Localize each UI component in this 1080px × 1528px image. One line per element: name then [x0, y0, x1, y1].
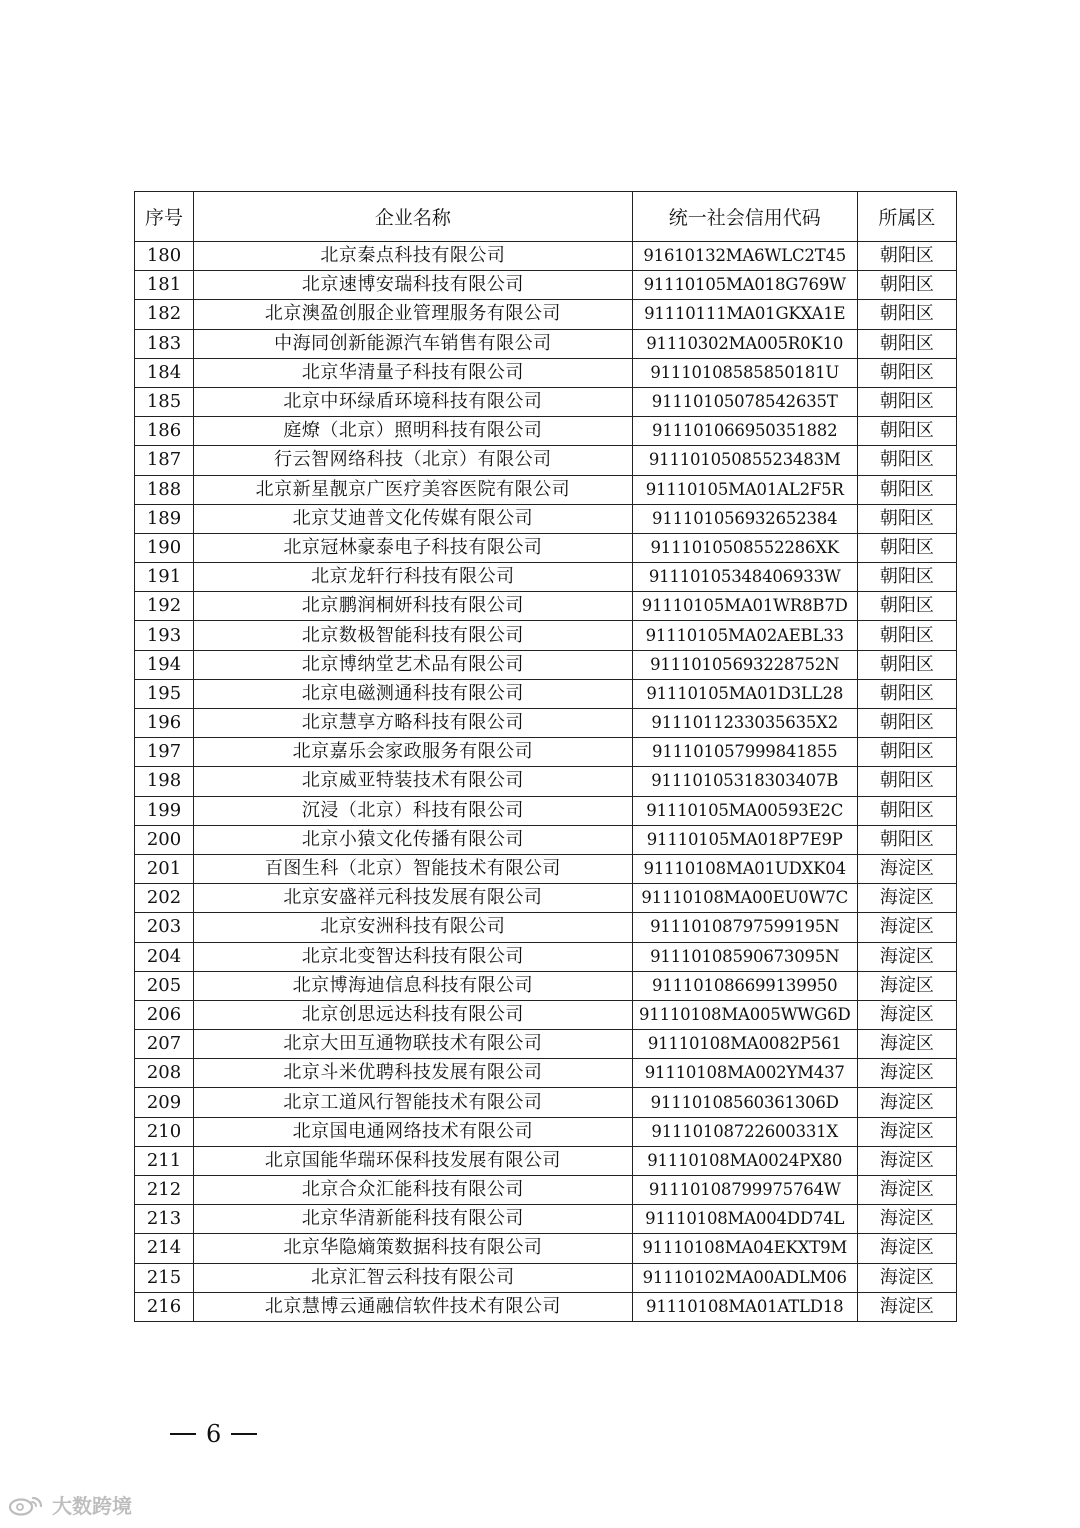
cell-credit-code: 91110105693228752N	[632, 650, 857, 679]
cell-no: 216	[135, 1292, 194, 1321]
cell-no: 206	[135, 1000, 194, 1029]
cell-credit-code: 91110102MA00ADLM06	[632, 1263, 857, 1292]
cell-credit-code: 91110108MA04EKXT9M	[632, 1234, 857, 1263]
cell-district: 朝阳区	[857, 358, 956, 387]
cell-company-name: 北京工道风行智能技术有限公司	[194, 1088, 633, 1117]
cell-no: 186	[135, 417, 194, 446]
cell-company-name: 北京博海迪信息科技有限公司	[194, 971, 633, 1000]
cell-no: 207	[135, 1030, 194, 1059]
cell-company-name: 北京慧享方略科技有限公司	[194, 709, 633, 738]
table-row	[135, 796, 957, 825]
cell-no: 202	[135, 884, 194, 913]
table-row	[135, 767, 957, 796]
cell-credit-code: 91110108MA005WWG6D	[632, 1000, 857, 1029]
cell-credit-code: 91110105085523483M	[632, 446, 857, 475]
cell-company-name: 百图生科（北京）智能技术有限公司	[194, 854, 633, 883]
cell-district: 海淀区	[857, 913, 956, 942]
cell-no: 184	[135, 358, 194, 387]
cell-credit-code: 91110108585850181U	[632, 358, 857, 387]
cell-credit-code: 91110105MA01AL2F5R	[632, 475, 857, 504]
cell-company-name: 北京中环绿盾环境科技有限公司	[194, 387, 633, 416]
page-number-text: 6	[206, 1420, 222, 1448]
page-number	[170, 1420, 257, 1448]
cell-credit-code: 91110108MA01ATLD18	[632, 1292, 857, 1321]
table-header-row	[135, 192, 957, 242]
cell-credit-code: 91110106695035188​2	[632, 417, 857, 446]
cell-district: 海淀区	[857, 1292, 956, 1321]
watermark-text: 大数跨境	[52, 1494, 132, 1518]
cell-district: 朝阳区	[857, 300, 956, 329]
cell-company-name: 庭燎（北京）照明科技有限公司	[194, 417, 633, 446]
cell-credit-code: 911101050855228​6XK	[632, 533, 857, 562]
cell-company-name: 北京冠林豪泰电子科技有限公司	[194, 533, 633, 562]
table-row	[135, 271, 957, 300]
cell-credit-code: 91110108MA002YM437	[632, 1059, 857, 1088]
table-row	[135, 1117, 957, 1146]
table-row	[135, 475, 957, 504]
cell-credit-code: 91110105348406933W	[632, 563, 857, 592]
table-row	[135, 242, 957, 271]
cell-company-name: 北京汇智云科技有限公司	[194, 1263, 633, 1292]
table-row	[135, 1176, 957, 1205]
cell-no: 194	[135, 650, 194, 679]
table-row	[135, 942, 957, 971]
cell-company-name: 北京合众汇能科技有限公司	[194, 1176, 633, 1205]
cell-district: 海淀区	[857, 1117, 956, 1146]
cell-district: 海淀区	[857, 1059, 956, 1088]
cell-credit-code: 91110105318303407B	[632, 767, 857, 796]
table-row	[135, 1146, 957, 1175]
cell-company-name: 北京澳盈创服企业管理服务有限公司	[194, 300, 633, 329]
cell-district: 海淀区	[857, 1088, 956, 1117]
cell-district: 朝阳区	[857, 242, 956, 271]
table-row	[135, 300, 957, 329]
cell-company-name: 北京华清量子科技有限公司	[194, 358, 633, 387]
cell-credit-code: 91110108799975764W	[632, 1176, 857, 1205]
cell-district: 朝阳区	[857, 475, 956, 504]
table-row	[135, 387, 957, 416]
cell-credit-code: 91110108MA00EU0W7C	[632, 884, 857, 913]
cell-no: 195	[135, 679, 194, 708]
cell-company-name: 北京国电通网络技术有限公司	[194, 1117, 633, 1146]
table-row	[135, 1059, 957, 1088]
cell-no: 196	[135, 709, 194, 738]
cell-district: 海淀区	[857, 1234, 956, 1263]
table-body	[135, 242, 957, 1322]
cell-no: 211	[135, 1146, 194, 1175]
cell-company-name: 北京小猿文化传播有限公司	[194, 825, 633, 854]
cell-district: 海淀区	[857, 884, 956, 913]
cell-credit-code: 91110108MA01UDXK04	[632, 854, 857, 883]
cell-credit-code: 91110108MA0082P561	[632, 1030, 857, 1059]
cell-company-name: 行云智网络科技（北京）有限公司	[194, 446, 633, 475]
cell-company-name: 北京华清新能科技有限公司	[194, 1205, 633, 1234]
table-row	[135, 592, 957, 621]
table-row	[135, 1205, 957, 1234]
dash-left	[170, 1433, 196, 1435]
table-row	[135, 1263, 957, 1292]
cell-district: 朝阳区	[857, 387, 956, 416]
cell-credit-code: 91110108590673095N	[632, 942, 857, 971]
table-row	[135, 709, 957, 738]
cell-district: 朝阳区	[857, 621, 956, 650]
table-row	[135, 1292, 957, 1321]
cell-no: 205	[135, 971, 194, 1000]
cell-district: 朝阳区	[857, 825, 956, 854]
cell-company-name: 北京安盛祥元科技发展有限公司	[194, 884, 633, 913]
cell-district: 朝阳区	[857, 709, 956, 738]
cell-district: 朝阳区	[857, 533, 956, 562]
table-row	[135, 1088, 957, 1117]
cell-district: 朝阳区	[857, 679, 956, 708]
cell-company-name: 北京速博安瑞科技有限公司	[194, 271, 633, 300]
cell-company-name: 北京艾迪普文化传媒有限公司	[194, 504, 633, 533]
cell-district: 海淀区	[857, 1176, 956, 1205]
cell-credit-code: 91110105MA00593E2C	[632, 796, 857, 825]
cell-no: 197	[135, 738, 194, 767]
table-row	[135, 329, 957, 358]
cell-no: 183	[135, 329, 194, 358]
cell-no: 189	[135, 504, 194, 533]
cell-district: 朝阳区	[857, 271, 956, 300]
cell-company-name: 北京创思远达科技有限公司	[194, 1000, 633, 1029]
cell-company-name: 北京新星靓京广医疗美容医院有限公司	[194, 475, 633, 504]
dash-right	[231, 1433, 257, 1435]
cell-no: 215	[135, 1263, 194, 1292]
cell-credit-code: 91110108MA0024PX80	[632, 1146, 857, 1175]
cell-no: 212	[135, 1176, 194, 1205]
cell-credit-code: 91110111MA01GKXA1E	[632, 300, 857, 329]
cell-no: 181	[135, 271, 194, 300]
cell-no: 185	[135, 387, 194, 416]
cell-no: 203	[135, 913, 194, 942]
cell-district: 海淀区	[857, 854, 956, 883]
cell-no: 200	[135, 825, 194, 854]
cell-district: 海淀区	[857, 1263, 956, 1292]
cell-company-name: 北京数极智能科技有限公司	[194, 621, 633, 650]
table-row	[135, 446, 957, 475]
table-row	[135, 854, 957, 883]
cell-credit-code: 91110105MA01D3LL28	[632, 679, 857, 708]
cell-district: 朝阳区	[857, 592, 956, 621]
cell-district: 朝阳区	[857, 417, 956, 446]
table-row	[135, 1000, 957, 1029]
cell-no: 213	[135, 1205, 194, 1234]
cell-credit-code: 911101056932652384	[632, 504, 857, 533]
cell-company-name: 北京鹏润桐妍科技有限公司	[194, 592, 633, 621]
cell-credit-code: 91110108797599195N	[632, 913, 857, 942]
cell-no: 193	[135, 621, 194, 650]
cell-district: 海淀区	[857, 1146, 956, 1175]
cell-no: 198	[135, 767, 194, 796]
cell-no: 208	[135, 1059, 194, 1088]
cell-district: 海淀区	[857, 1030, 956, 1059]
table-row	[135, 504, 957, 533]
cell-credit-code: 91110108722600331X	[632, 1117, 857, 1146]
cell-no: 192	[135, 592, 194, 621]
cell-credit-code: 91610132MA6WLC2T45	[632, 242, 857, 271]
cell-district: 海淀区	[857, 971, 956, 1000]
cell-company-name: 北京博纳堂艺术品有限公司	[194, 650, 633, 679]
table-row	[135, 913, 957, 942]
table-row	[135, 417, 957, 446]
cell-district: 朝阳区	[857, 563, 956, 592]
cell-company-name: 北京斗米优聘科技发展有限公司	[194, 1059, 633, 1088]
table-row	[135, 650, 957, 679]
cell-district: 海淀区	[857, 1000, 956, 1029]
cell-company-name: 中海同创新能源汽车销售有限公司	[194, 329, 633, 358]
cell-no: 190	[135, 533, 194, 562]
cell-credit-code: 91110105MA018G769W	[632, 271, 857, 300]
table-row	[135, 738, 957, 767]
table-row	[135, 533, 957, 562]
cell-credit-code: 91110105MA02AEBL33	[632, 621, 857, 650]
cell-company-name: 北京威亚特装技术有限公司	[194, 767, 633, 796]
cell-company-name: 北京龙轩行科技有限公司	[194, 563, 633, 592]
table-row	[135, 884, 957, 913]
table-row	[135, 621, 957, 650]
cell-no: 182	[135, 300, 194, 329]
cell-no: 201	[135, 854, 194, 883]
cell-district: 朝阳区	[857, 650, 956, 679]
table-row	[135, 971, 957, 1000]
cell-no: 199	[135, 796, 194, 825]
cell-district: 朝阳区	[857, 738, 956, 767]
header-no: 序号	[135, 192, 194, 242]
cell-credit-code: 911101057999841855	[632, 738, 857, 767]
table-row	[135, 1030, 957, 1059]
cell-credit-code: 91110108560361306D	[632, 1088, 857, 1117]
watermark	[8, 1490, 132, 1519]
table-row	[135, 358, 957, 387]
cell-district: 朝阳区	[857, 767, 956, 796]
cell-district: 海淀区	[857, 1205, 956, 1234]
cell-credit-code: 91110105MA01WR8B7D	[632, 592, 857, 621]
cell-company-name: 沉浸（北京）科技有限公司	[194, 796, 633, 825]
cell-company-name: 北京秦点科技有限公司	[194, 242, 633, 271]
cell-no: 187	[135, 446, 194, 475]
cell-district: 朝阳区	[857, 329, 956, 358]
cell-no: 180	[135, 242, 194, 271]
cell-company-name: 北京华隐熵策数据科技有限公司	[194, 1234, 633, 1263]
table-row	[135, 679, 957, 708]
cell-company-name: 北京慧博云通融信软件技术有限公司	[194, 1292, 633, 1321]
cell-credit-code: 91110108MA004DD74L	[632, 1205, 857, 1234]
cell-no: 209	[135, 1088, 194, 1117]
cell-no: 188	[135, 475, 194, 504]
cell-credit-code: 91110105078542635T	[632, 387, 857, 416]
cell-company-name: 北京嘉乐会家政服务有限公司	[194, 738, 633, 767]
company-table	[134, 191, 957, 1322]
cell-credit-code: 91110302MA005R0K10	[632, 329, 857, 358]
cell-no: 210	[135, 1117, 194, 1146]
cell-company-name: 北京大田互通物联技术有限公司	[194, 1030, 633, 1059]
cell-no: 214	[135, 1234, 194, 1263]
cell-no: 191	[135, 563, 194, 592]
table-row	[135, 563, 957, 592]
cell-district: 朝阳区	[857, 446, 956, 475]
cell-district: 朝阳区	[857, 504, 956, 533]
cell-company-name: 北京安洲科技有限公司	[194, 913, 633, 942]
cell-company-name: 北京北变智达科技有限公司	[194, 942, 633, 971]
cell-district: 朝阳区	[857, 796, 956, 825]
header-name: 企业名称	[194, 192, 633, 242]
cell-no: 204	[135, 942, 194, 971]
cell-credit-code: 91110105MA018P7E9P	[632, 825, 857, 854]
cell-company-name: 北京国能华瑞环保科技发展有限公司	[194, 1146, 633, 1175]
cell-credit-code: 911101086699139950	[632, 971, 857, 1000]
weibo-logo-icon	[8, 1493, 48, 1517]
header-code: 统一社会信用代码	[632, 192, 857, 242]
header-district: 所属区	[857, 192, 956, 242]
table-row	[135, 1234, 957, 1263]
table-row	[135, 825, 957, 854]
cell-company-name: 北京电磁测通科技有限公司	[194, 679, 633, 708]
cell-credit-code: 911101123303563​5X2	[632, 709, 857, 738]
cell-district: 海淀区	[857, 942, 956, 971]
